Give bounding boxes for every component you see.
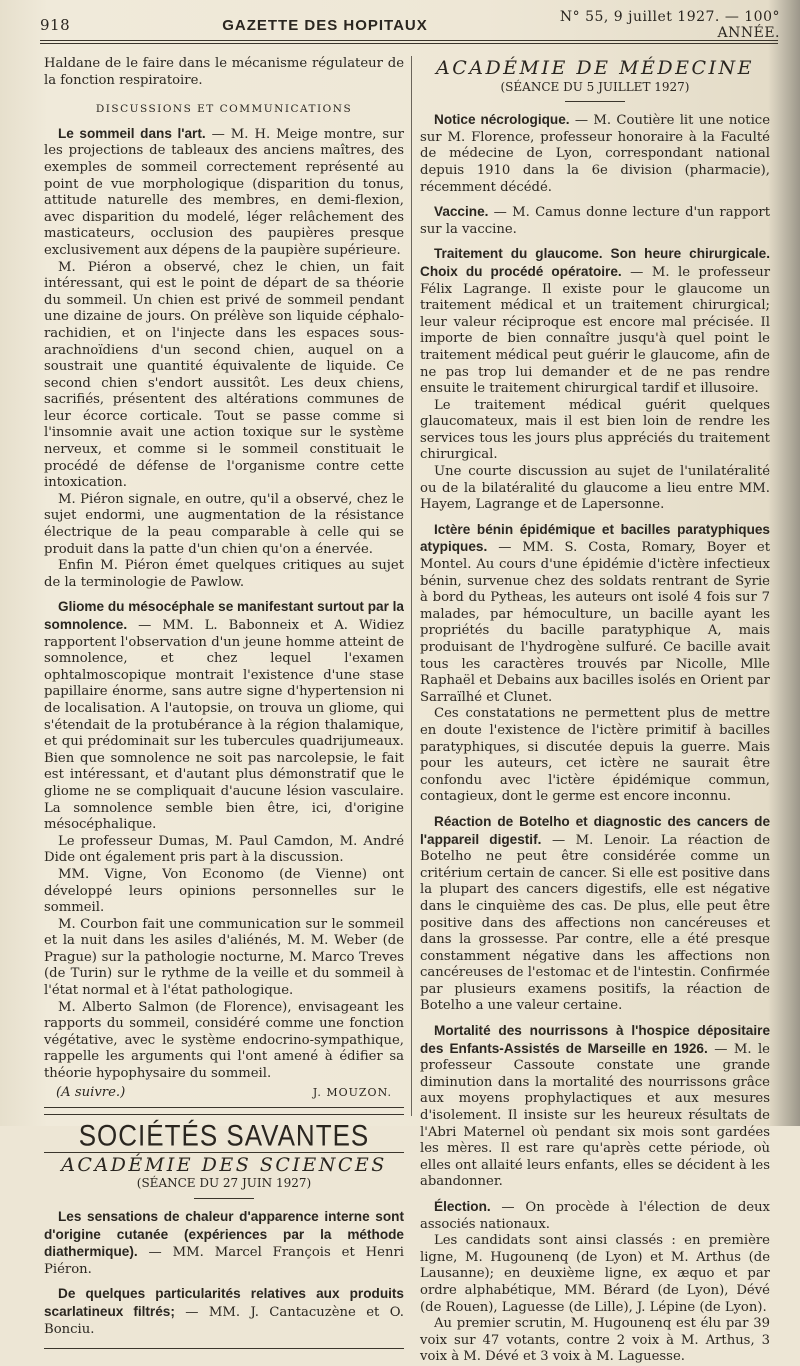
necro-text: — M. Coutière lit une notice sur M. Florence, professeur honoraire à la Faculté de médecine de Lyon, correspondant national depuis 1910 dans la 6e division (pharmacie), récemment décédé. xyxy=(420,113,770,195)
section-rule xyxy=(44,1107,404,1108)
mortalite-text: — M. le professeur Cassoute constate une grande diminution dans la mortalité des nourrissons grâce aux moyens prophylactiques et aux mesures d'isolement. Il insiste sur les heureux résultats de l'Abri Maternel où pendant six mois sont gardées les mères. Il est rare qu'après cette période, où elles ont allaité leurs enfants, elles se décident à les abandonner. xyxy=(420,1041,770,1190)
election-text: — On procède à l'élection de deux associés nationaux. xyxy=(420,1200,770,1232)
glaucome-text: — M. le professeur Félix Lagrange. Il existe pour le glaucome un traitement médical et un traitement chirurgical; leur valeur réciproque est encore mal précisée. Il importe de bien connaître jusqu'à quel point le traitement médical peut guérir le glaucome, afin de ne pas trop lui demander et de ne pas rendre ensuite le traitement chirurgical tardif et illusoire. xyxy=(420,264,770,397)
right-column xyxy=(420,56,770,1366)
necro-heading: Notice nécrologique. xyxy=(434,112,570,128)
pieron-paragraph-3: Enfin M. Piéron émet quelques critiques au sujet de la terminologie de Pawlow. xyxy=(44,558,404,590)
candidats-paragraph: Les candidats sont ainsi classés : en première ligne, M. Hugounenq (de Lyon) et M. Arthus (de Lausanne); en deuxième ligne, ex æquo et par ordre alphabétique, MM. Bérard (de Lyon), Dévé (de Rouen), Laguesse (de Lille), J. Lépine (de Lyon). xyxy=(420,1233,770,1315)
discussions-heading: DISCUSSIONS ET COMMUNICATIONS xyxy=(95,103,353,116)
page-number: 918 xyxy=(40,16,71,34)
sommeil-art-heading: Le sommeil dans l'art. xyxy=(58,125,206,141)
short-rule-right xyxy=(565,101,625,102)
glaucome-paragraph-3: Une courte discussion au sujet de l'unilatéralité ou de la bilatéralité du glaucome a lieu entre MM. Hayem, Lagrange et de Lapersonne. xyxy=(420,464,770,513)
gliome-paragraph xyxy=(44,599,404,833)
header-rule xyxy=(40,40,778,41)
ictere-text: — MM. S. Costa, Romary, Boyer et Montel. Au cours d'une épidémie d'ictère infectieux bénin, survenue chez des soldats rentrant de Syrie à bord du Pytheas, les auteurs ont isolé 4 fois sur 7 malades, par hémoculture, un bacille ayant les propriétés du bacille paratyphique A, mais produisant de l'hydrogène sulfuré. Ce bacille avait tous les caractères trouvés par Nicolle, Mlle Raphaël et Debains aux bacilles isolés en Orient par Sarraïlhé et Clunet. xyxy=(420,540,770,705)
pieron-paragraph-1: M. Piéron a observé, chez le chien, un fait intéressant, qui est le point de départ de sa théorie du sommeil. Un chien est privé de sommeil pendant une dizaine de jours. On prélève son liquide céphalo-rachidien, et on l'injecte dans les espaces sous-arachnoïdiens d'un second chien, auquel on a soustrait une quantité équivalente de liquide. Ce second chien s'endort aussitôt. Les deux chiens, sacrifiés, présentent des altérations communes de leur écorce corticale. Tout se passe comme si l'insomnie avait une action toxique sur le système nerveux, et comme si le sommeil constituait le procédé de défense de l'organisme contre cette intoxication. xyxy=(44,259,404,491)
issue-info: N° 55, 9 juillet 1927. — 100° ANNÉE. xyxy=(559,9,780,41)
sommeil-art-text: — M. H. Meige montre, sur les projections de tableaux des anciens maîtres, des exemples de sommeil correctement représenté au point de vue morphologique (disparition du tonus, attitude naturelle des membres, en demi-flexion, avec disparition du modelé, léger relâchement des masticateurs, occlusion des paupières presque exclusivement aux dépens de la paupière supérieure. xyxy=(44,126,404,258)
section-rule-thin xyxy=(44,1114,404,1115)
botelho-heading: Réaction de Botelho et diagnostic des cancers de l'appareil digestif. xyxy=(420,813,770,847)
vaccine-paragraph xyxy=(420,204,770,238)
glaucome-paragraph xyxy=(420,246,770,397)
produits-text: — MM. J. Cantacuzène et O. Bonciu. xyxy=(44,1304,404,1337)
glaucome-heading: Traitement du glaucome. Son heure chirurgicale. Choix du procédé opératoire. xyxy=(420,246,770,279)
ictere-paragraph-2: Ces constatations ne permettent plus de mettre en doute l'existence de l'ictère primitif à bacilles paratyphiques, si discutée depuis la guerre. Mais pour les auteurs, cet ictère ne saurait être confondu avec l'ictère épidémique commun, contagieux, dont le germe est encore inconnu. xyxy=(420,706,770,805)
sensations-paragraph xyxy=(44,1209,404,1278)
a-suivre: (A suivre.) xyxy=(56,1084,126,1100)
author-signature: J. MOUZON. xyxy=(312,1085,392,1099)
vaccine-heading: Vaccine. xyxy=(434,204,489,220)
botelho-text: — M. Lenoir. La réaction de Botelho ne peut être considérée comme un critérium certain de cancer. Si elle est positive dans la plupart des cancers digestifs, elle est négative dans le cinquième des cas. De plus, elle peut être positive dans des affections non cancéreuses et dans la grossesse. Par contre, elle a été presque constamment négative dans les affections non cancéreuses de l'estomac et de l'intestin. Confirmée par plusieurs examens positifs, la réaction de Botelho a une valeur certaine. xyxy=(420,832,770,1014)
header-rule-thin xyxy=(40,43,778,44)
ictere-heading: Ictère bénin épidémique et bacilles paratyphiques atypiques. xyxy=(420,521,770,555)
seance-sciences-date: (SÉANCE DU 27 JUIN 1927) xyxy=(136,1176,312,1191)
ictere-paragraph xyxy=(420,522,770,707)
seance-medecine-date: (SÉANCE DU 5 JUILLET 1927) xyxy=(500,79,690,94)
journal-title: GAZETTE DES HOPITAUX xyxy=(222,16,428,34)
necro-paragraph xyxy=(420,112,770,196)
courbon-paragraph: M. Courbon fait une communication sur le sommeil et la nuit dans les asiles d'aliénés, M. M. Weber (de Prague) sur la pathologie nocturne, M. Marco Treves (de Turin) sur le rythme de la veille et du sommeil à l'état normal et à l'état pathologique. xyxy=(44,916,404,999)
mortalite-paragraph xyxy=(420,1023,770,1191)
gliome-heading: Gliome du mésocéphale se manifestant surtout par la somnolence. xyxy=(44,599,404,632)
signature-row xyxy=(44,1085,404,1102)
dumas-paragraph: Le professeur Dumas, M. Paul Camdon, M. André Dide ont également pris part à la discussion. xyxy=(44,833,404,866)
end-rule xyxy=(44,1348,404,1349)
mortalite-heading: Mortalité des nourrissons à l'hospice dépositaire des Enfants-Assistés de Marseille en 1926. xyxy=(420,1023,770,1056)
botelho-paragraph xyxy=(420,814,770,1015)
pieron-paragraph-2: M. Piéron signale, en outre, qu'il a observé, chez le sujet endormi, une augmentation de la résistance électrique de la peau comparable à celle qui se produit dans la patte d'un chien qu'on a énervée. xyxy=(44,491,404,557)
societes-savantes-heading: SOCIÉTÉS SAVANTES xyxy=(78,1117,370,1153)
glaucome-paragraph-2: Le traitement médical guérit quelques glaucomateux, mais il est bien loin de rendre les services tous les jours plus appréciés du traitement chirurgical. xyxy=(420,397,770,463)
vaccine-text: — M. Camus donne lecture d'un rapport sur la vaccine. xyxy=(420,205,770,237)
salmon-paragraph: M. Alberto Salmon (de Florence), envisageant les rapports du sommeil, considéré comme une fonction végétative, avec le système endocrino-sympathique, rappelle les arguments qui l'ont amené à édifier sa théorie hypophysaire du sommeil. xyxy=(44,999,404,1082)
section-rule-2 xyxy=(44,1152,404,1153)
short-rule xyxy=(194,1198,254,1199)
election-paragraph xyxy=(420,1199,770,1233)
academie-sciences-heading: ACADÉMIE DES SCIENCES xyxy=(61,1153,387,1176)
gliome-text: — MM. L. Babonneix et A. Widiez rapportent l'observation d'un jeune homme atteint de somnolence, et chez lequel l'examen ophtalmoscopique montrait l'existence d'une stase papillaire énorme, sans autre signe d'hypertension ni de localisation. A l'autopsie, on trouva un gliome, qui s'étendait de la protubérance à la région thalamique, et qui prédominait sur les tubercules quadrijumeaux. Bien que somnolence ne soit pas narcolepsie, le fait est intéressant, et d'autant plus démonstratif que le gliome ne se compliquait d'aucune lésion vasculaire. La somnolence semble bien être, ici, d'origine mésocéphalique. xyxy=(44,618,404,833)
scrutin-paragraph: Au premier scrutin, M. Hugounenq est élu par 39 voix sur 47 votants, contre 2 voix à M. Arthus, 3 voix à M. Dévé et 3 voix à M. Laguesse. xyxy=(420,1316,770,1365)
left-column xyxy=(44,56,404,1355)
produits-paragraph xyxy=(44,1286,404,1338)
intro-paragraph: Haldane de le faire dans le mécanisme régulateur de la fonction respiratoire. xyxy=(44,56,404,88)
sensations-text: — MM. Marcel François et Henri Piéron. xyxy=(44,1245,404,1277)
vigne-paragraph: MM. Vigne, Von Economo (de Vienne) ont développé leurs opinions personnelles sur le sommeil. xyxy=(44,866,404,916)
sommeil-art-paragraph xyxy=(44,126,404,260)
column-divider xyxy=(411,56,412,1116)
sensations-heading: Les sensations de chaleur d'apparence interne sont d'origine cutanée (expériences par la méthode diathermique). xyxy=(44,1209,404,1260)
election-heading: Élection. xyxy=(434,1199,491,1214)
produits-heading: De quelques particularités relatives aux produits scarlatineux filtrés; xyxy=(44,1286,404,1319)
academie-medecine-heading: ACADÉMIE DE MÉDECINE xyxy=(435,57,755,79)
page-header xyxy=(40,9,780,41)
